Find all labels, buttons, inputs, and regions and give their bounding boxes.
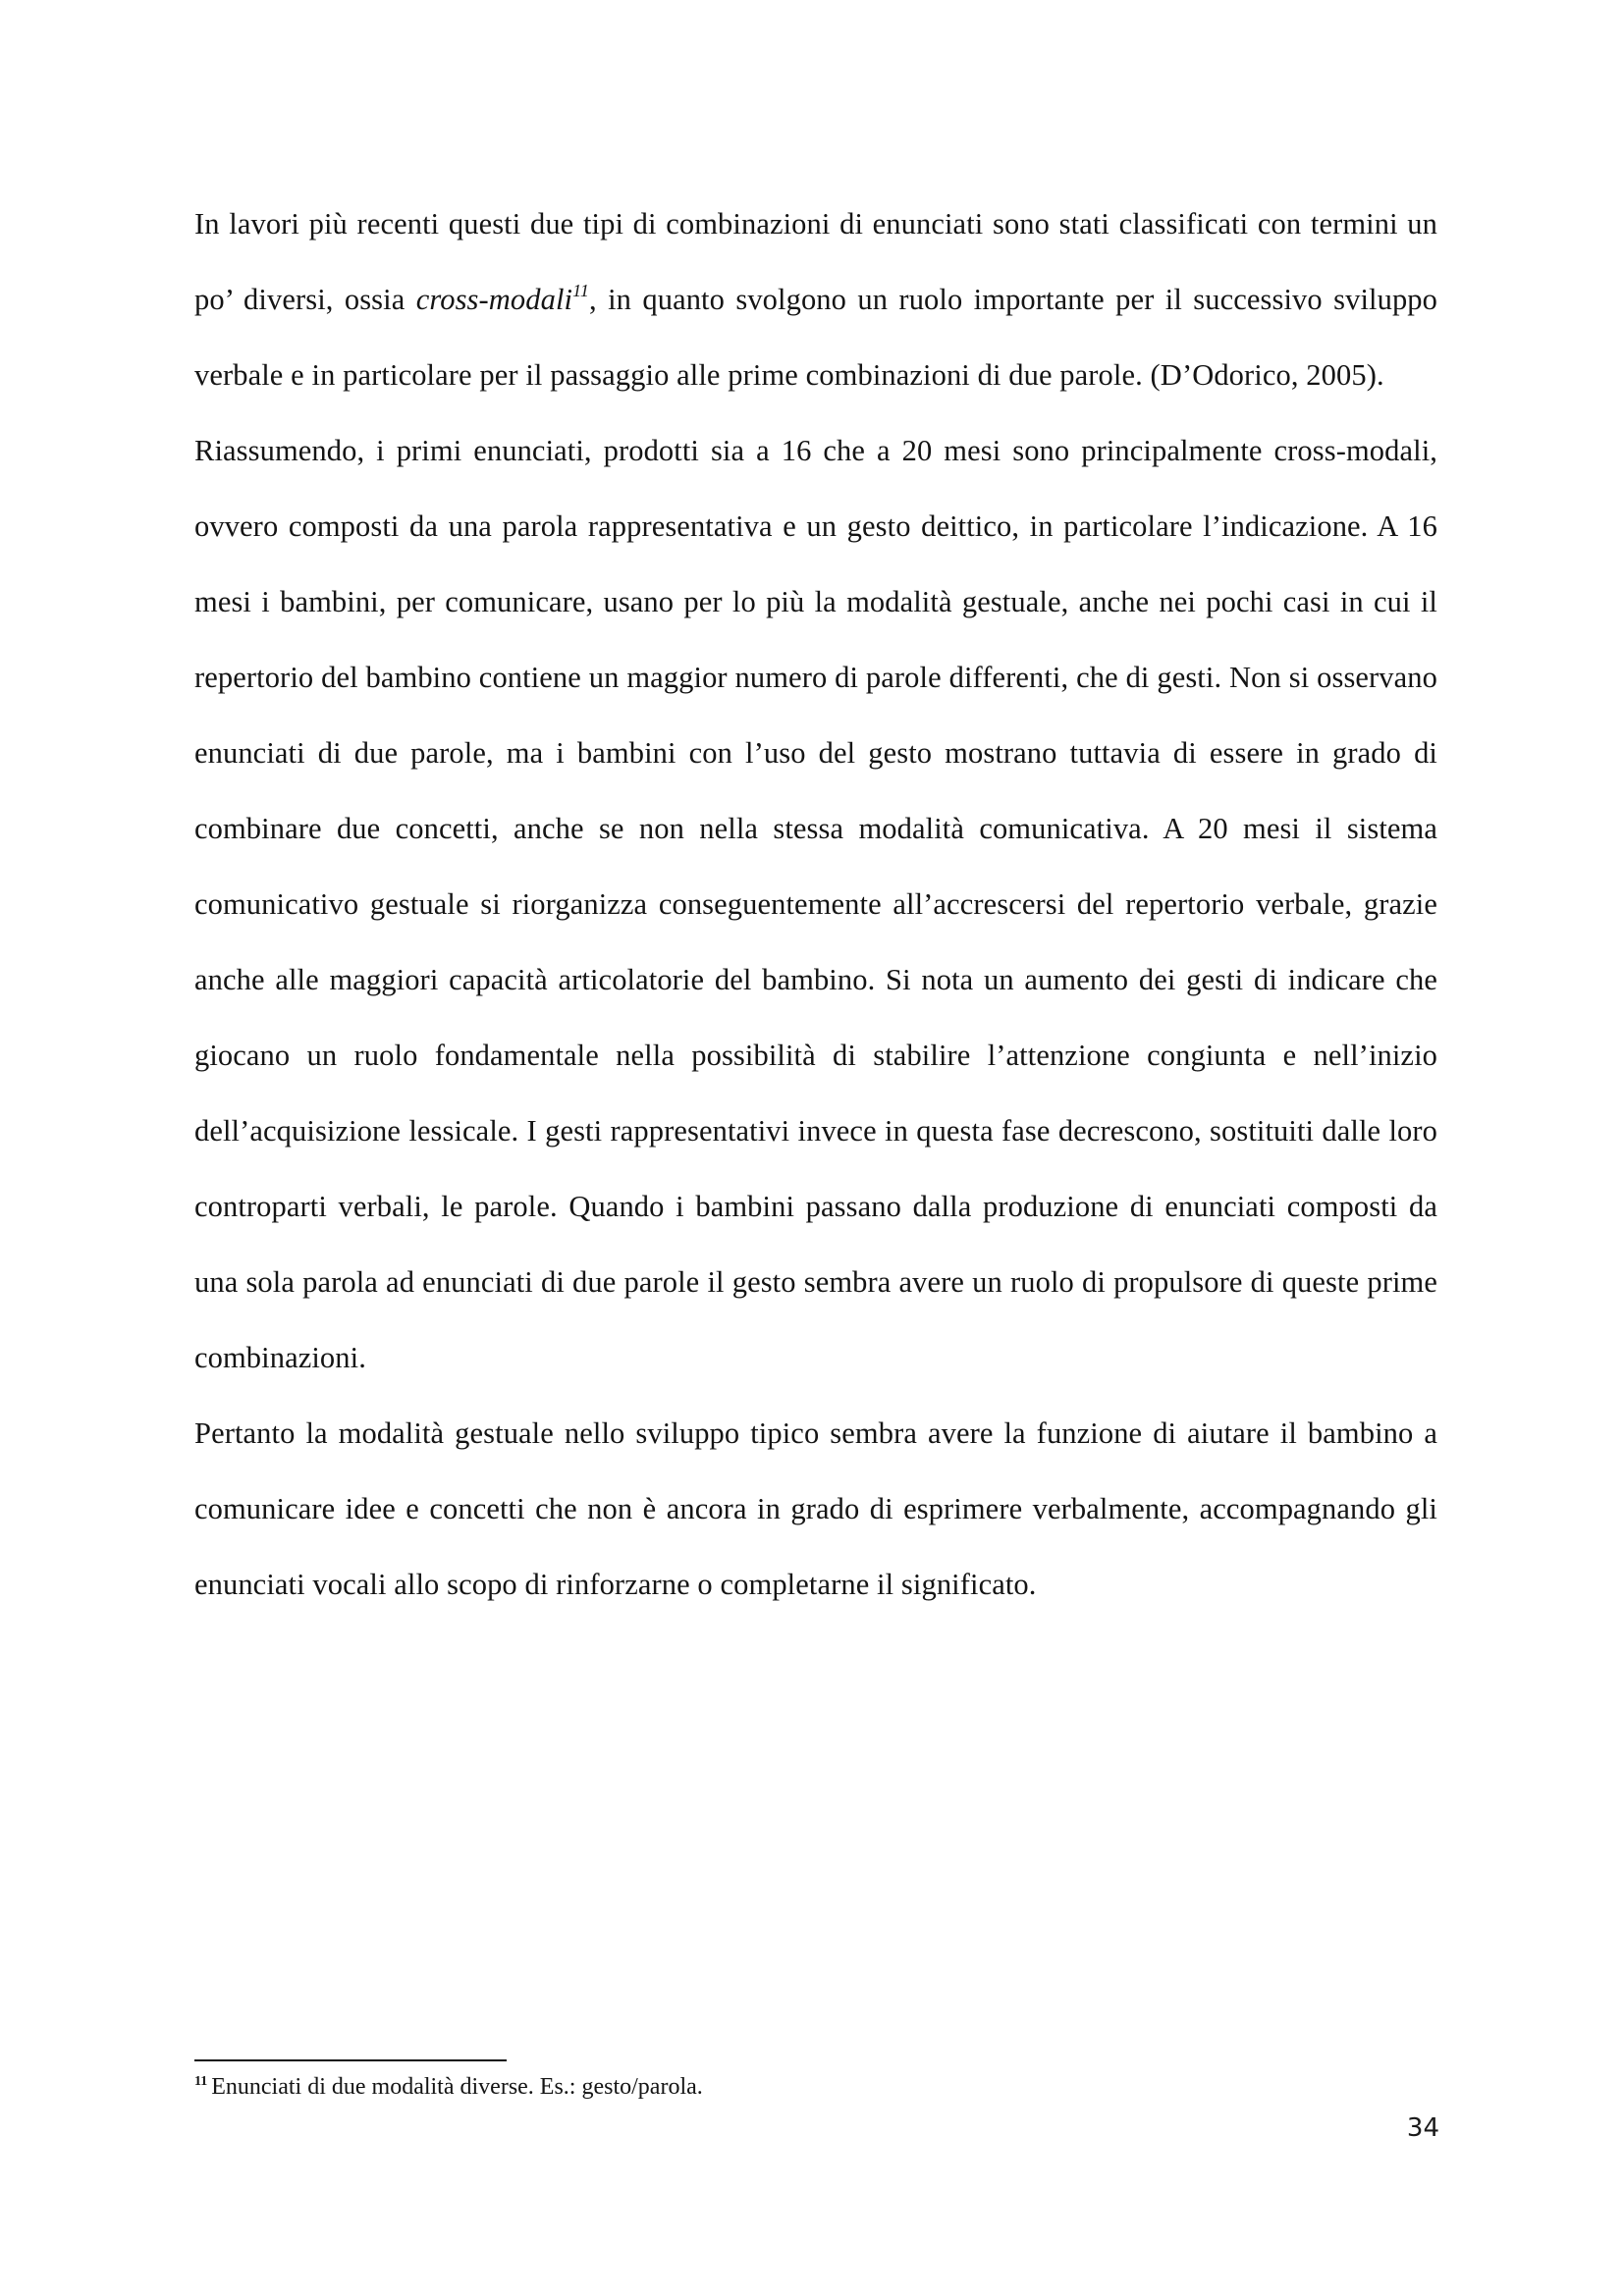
body-text: [194, 187, 1437, 1623]
footnote: [194, 2072, 1176, 2106]
paragraph-1: [194, 187, 1437, 413]
italic-term: cross-modali: [415, 283, 573, 316]
footnote-reference[interactable]: 11: [572, 281, 589, 300]
footnote-mark: 11: [194, 2074, 208, 2089]
page-number: 34: [1406, 2113, 1439, 2143]
paragraph-1-before: In lavori più recenti questi due tipi di combinazioni di enunciati sono stati classificati con termini un po’ diversi, ossia: [194, 207, 1437, 316]
paragraph-1-after: , in quanto svolgono un ruolo importante per il successivo sviluppo verbale e in particolare per il passaggio alle prime combinazioni di due parole. (D’Odorico, 2005).: [194, 283, 1437, 392]
paragraph-3: Pertanto la modalità gestuale nello sviluppo tipico sembra avere la funzione di aiutare il bambino a comunicare idee e concetti che non è ancora in grado di esprimere verbalmente, accompagnando gli enunciati vocali allo scopo di rinforzarne o completarne il significato.: [194, 1416, 1437, 1601]
footnote-text: Enunciati di due modalità diverse. Es.: gesto/parola.: [211, 2074, 703, 2100]
footnote-separator: [194, 2059, 507, 2061]
paragraph-2: Riassumendo, i primi enunciati, prodotti sia a 16 che a 20 mesi sono principalmente cross-modali, ovvero composti da una parola rappresentativa e un gesto deittico, in particolare l’indicazione. A 16 mesi i bambini, per comunicare, usano per lo più la modalità gestuale, anche nei pochi casi in cui il repertorio del bambino contiene un maggior numero di parole differenti, che di gesti. Non si osservano enunciati di due parole, ma i bambini con l’uso del gesto mostrano tuttavia di essere in grado di combinare due concetti, anche se non nella stessa modalità comunicativa. A 20 mesi il sistema comunicativo gestuale si riorganizza conseguentemente all’accrescersi del repertorio verbale, grazie anche alle maggiori capacità articolatorie del bambino. Si nota un aumento dei gesti di indicare che giocano un ruolo fondamentale nella possibilità di stabilire l’attenzione congiunta e nell’inizio dell’acquisizione lessicale. I gesti rappresentativi invece in questa fase decrescono, sostituiti dalle loro controparti verbali, le parole. Quando i bambini passano dalla produzione di enunciati composti da una sola parola ad enunciati di due parole il gesto sembra avere un ruolo di propulsore di queste prime combinazioni.: [194, 434, 1437, 1374]
